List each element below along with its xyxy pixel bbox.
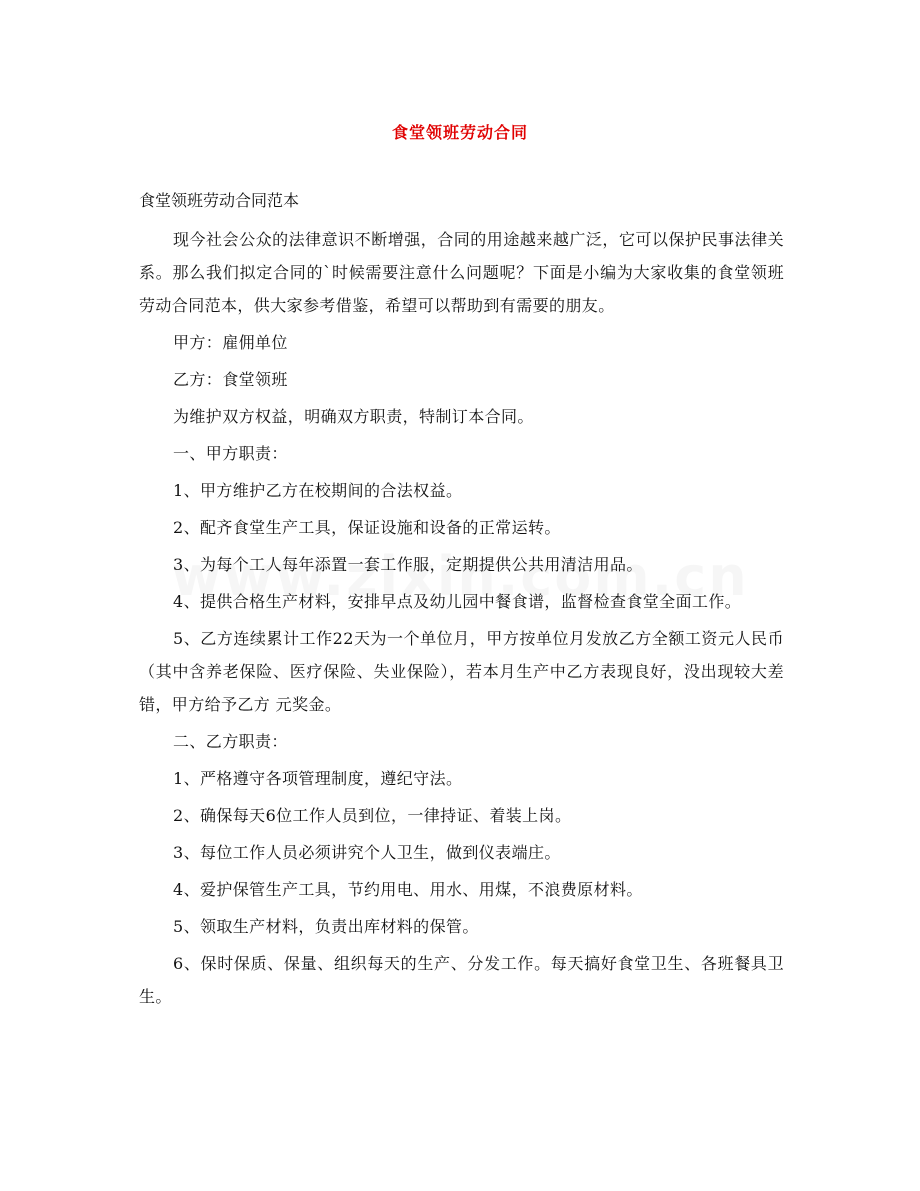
document-body [139,223,784,1017]
clause-b-3: 3、每位工作人员必须讲究个人卫生，做到仪表端庄。 [173,843,561,862]
document-title: 食堂领班劳动合同 [391,123,528,142]
clause-a-5: 5、乙方连续累计工作22天为一个单位月，甲方按单位月发放乙方全额工资元人民币（其中含养老保险、医疗保险、失业保险），若本月生产中乙方表现良好，没出现较大差错，甲方给予乙方 元奖金。 [139,629,784,714]
paragraph-party-a: 甲方：雇佣单位 [173,333,288,352]
section-heading-party-a: 一、甲方职责： [173,444,288,463]
paragraph-party-b: 乙方：食堂领班 [173,370,288,389]
clause-b-1: 1、严格遵守各项管理制度，遵纪守法。 [173,769,463,788]
clause-a-4: 4、提供合格生产材料，安排早点及幼儿园中餐食谱，监督检查食堂全面工作。 [173,592,742,611]
clause-a-3: 3、为每个工人每年添置一套工作服，定期提供公共用清洁用品。 [173,555,643,574]
clause-b-2: 2、确保每天6位工作人员到位，一律持证、着装上岗。 [173,806,572,825]
clause-b-5: 5、领取生产材料，负责出库材料的保管。 [173,917,479,936]
clause-a-2: 2、配齐食堂生产工具，保证设施和设备的正常运转。 [173,518,561,537]
clause-b-6: 6、保时保质、保量、组织每天的生产、分发工作。每天搞好食堂卫生、各班餐具卫生。 [139,954,784,1006]
paragraph-purpose: 为维护双方权益，明确双方职责，特制订本合同。 [173,407,534,426]
section-heading-party-b: 二、乙方职责： [173,732,288,751]
clause-b-4: 4、爱护保管生产工具，节约用电、用水、用煤，不浪费原材料。 [173,880,643,899]
paragraph-intro: 现今社会公众的法律意识不断增强，合同的用途越来越广泛，它可以保护民事法律关系。那么我们拟定合同的`时候需要注意什么问题呢？下面是小编为大家收集的食堂领班劳动合同范本，供大家参考借鉴，希望可以帮助到有需要的朋友。 [139,230,784,315]
document-subtitle: 食堂领班劳动合同范本 [139,191,300,210]
clause-a-1: 1、甲方维护乙方在校期间的合法权益。 [173,481,463,500]
